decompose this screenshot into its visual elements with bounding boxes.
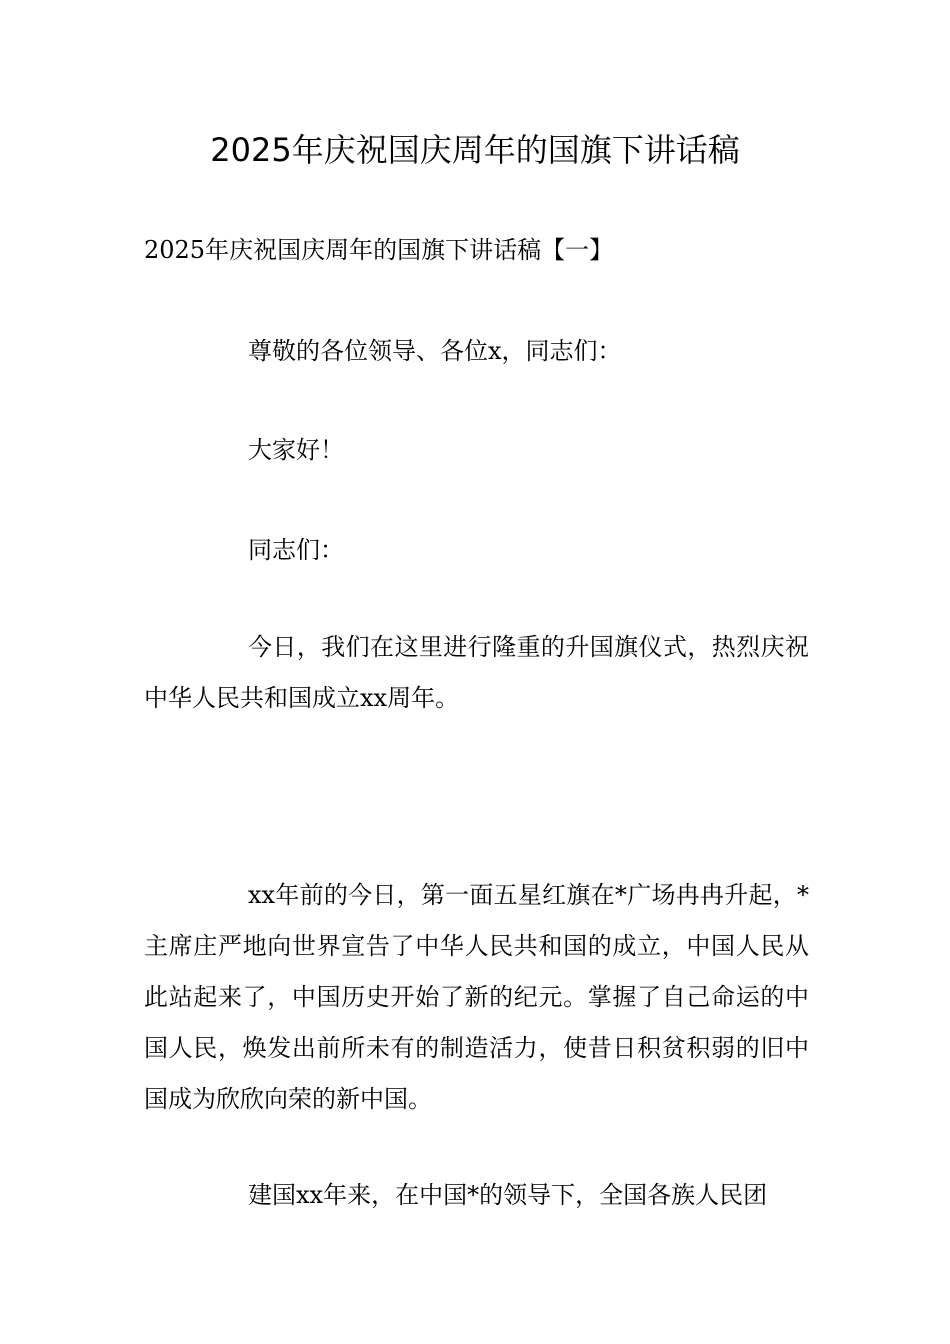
section-heading: 2025年庆祝国庆周年的国旗下讲话稿【一】 [144,236,614,264]
paragraph-2: xx年前的今日，第一面五星红旗在*广场冉冉升起，*主席庄严地向世界宣告了中华人民共和国的成立，中国人民从此站起来了，中国历史开始了新的纪元。掌握了自己命运的中国人民，焕发出前所未有的制造活力，使昔日积贫积弱的旧中国成为欣欣向荣的新中国。 [144,881,809,1113]
greeting-line: 大家好！ [248,436,344,464]
paragraph-3: 建国xx年来，在中国*的领导下，全国各族人民团 [248,1181,768,1209]
salutation-line: 尊敬的各位领导、各位x，同志们： [248,337,622,365]
document-title: 2025年庆祝国庆周年的国旗下讲话稿 [210,131,740,169]
address-line: 同志们： [248,536,344,564]
paragraph-1: 今日，我们在这里进行隆重的升国旗仪式，热烈庆祝中华人民共和国成立xx周年。 [144,633,809,712]
